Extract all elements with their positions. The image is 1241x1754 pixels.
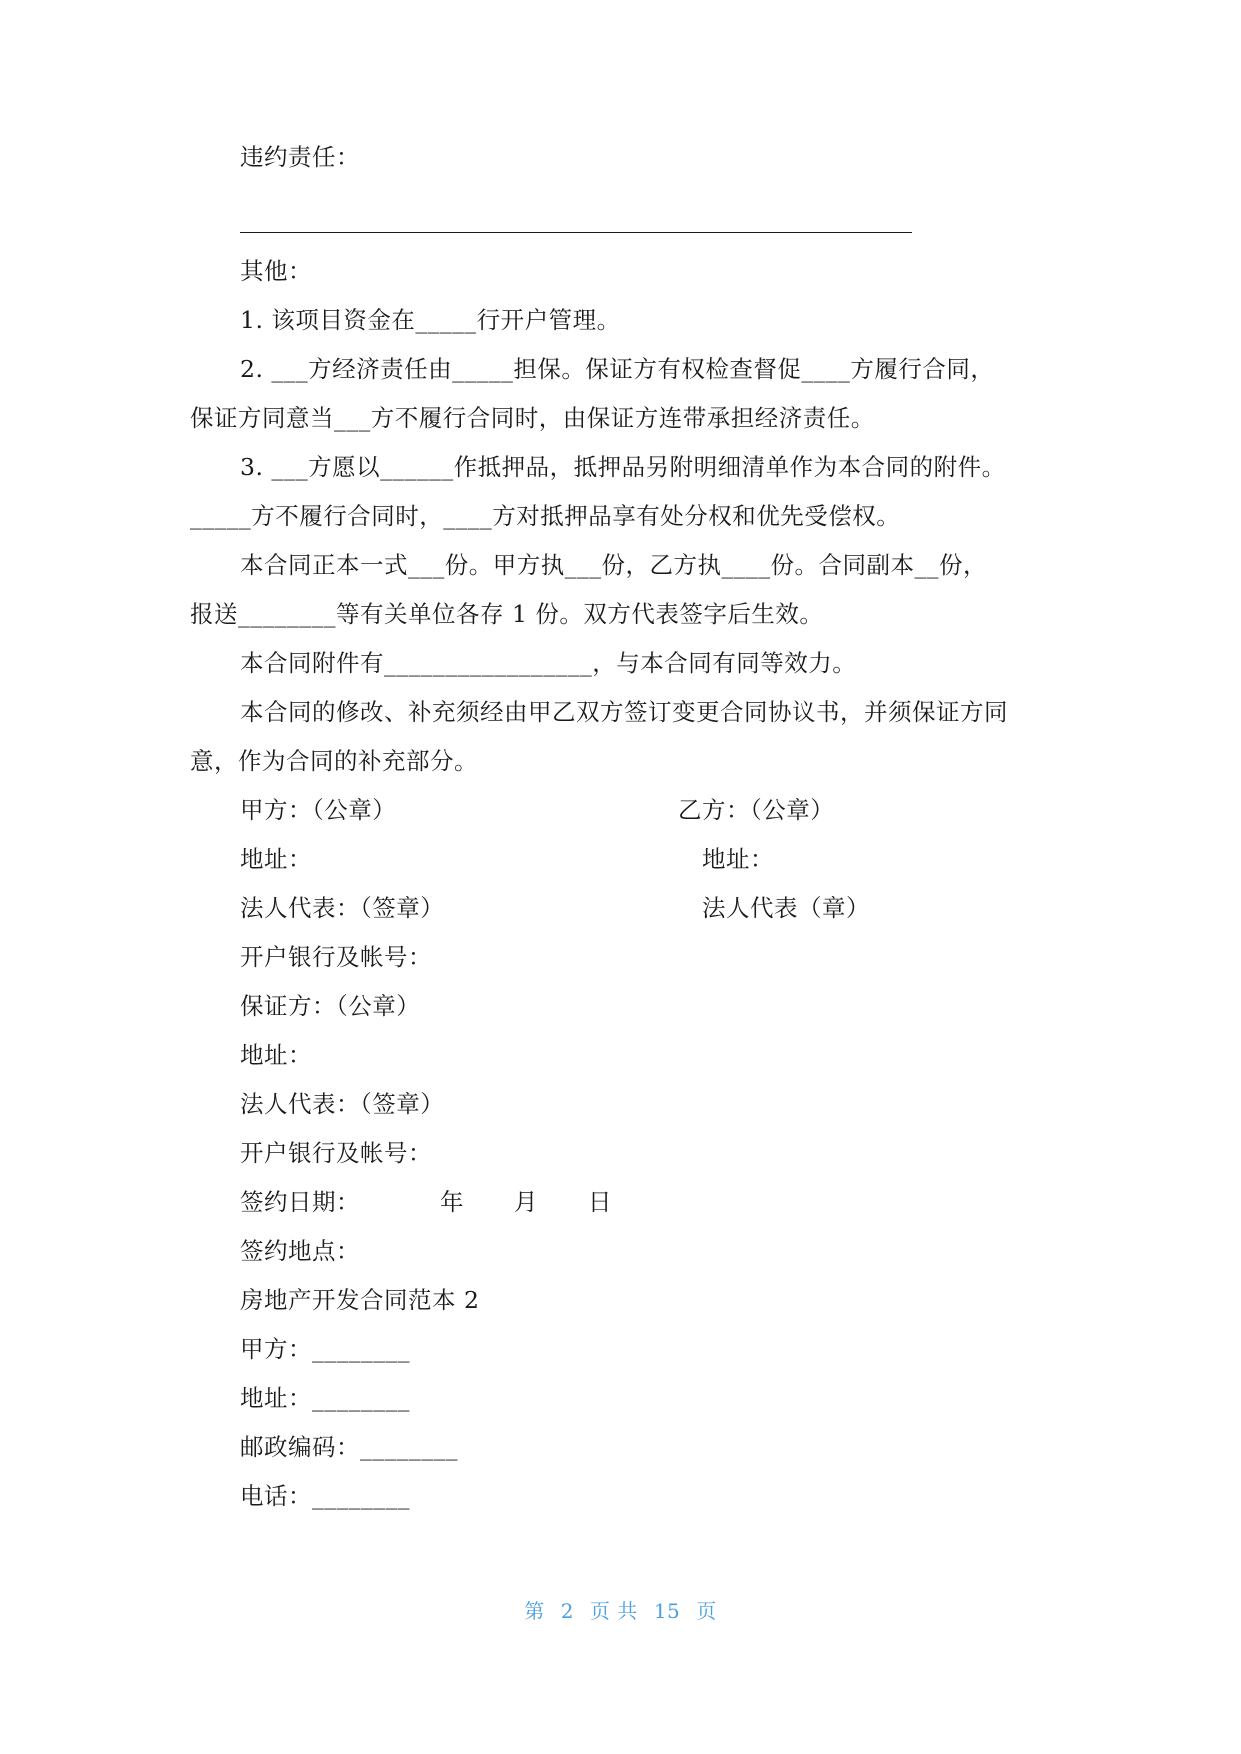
page-footer (0, 1598, 1241, 1624)
signing-date-year: 年 (440, 1188, 464, 1216)
clause-3-line-1: 3. ___方愿以______作抵押品，抵押品另附明细清单作为本合同的附件。 (240, 453, 1006, 481)
sample-2-party-a: 甲方：________ (240, 1335, 410, 1363)
modification-line-1: 本合同的修改、补充须经由甲乙双方签订变更合同协议书，并须保证方同 (240, 698, 1008, 726)
clause-3-line-2: _____方不履行合同时，____方对抵押品享有处分权和优先受偿权。 (190, 502, 901, 530)
party-b-address: 地址： (702, 845, 774, 873)
signing-date-month: 月 (514, 1188, 538, 1216)
signing-date-label: 签约日期： (240, 1188, 360, 1216)
party-a-bank-account: 开户银行及帐号： (240, 943, 432, 971)
party-a-address: 地址： (240, 845, 312, 873)
clause-2-line-2: 保证方同意当___方不履行合同时，由保证方连带承担经济责任。 (190, 404, 875, 432)
sample-2-title: 房地产开发合同范本 2 (240, 1286, 480, 1314)
signing-place: 签约地点： (240, 1237, 360, 1265)
breach-liability-label: 违约责任： (240, 143, 360, 171)
footer-total-pages: 15 (653, 1599, 681, 1623)
sample-2-postcode: 邮政编码：________ (240, 1433, 458, 1461)
footer-ye: 页 (696, 1599, 717, 1623)
sample-2-address: 地址：________ (240, 1384, 410, 1412)
footer-di: 第 (524, 1599, 545, 1623)
footer-ye-gong: 页 共 (589, 1599, 638, 1623)
other-label: 其他： (240, 257, 312, 285)
modification-line-2: 意，作为合同的补充部分。 (190, 747, 478, 775)
party-a-seal: 甲方：（公章） (240, 796, 397, 824)
attachments-line: 本合同附件有_________________，与本合同有同等效力。 (240, 649, 857, 677)
party-b-legal-rep: 法人代表（章） (702, 894, 870, 922)
signing-date-day: 日 (588, 1188, 612, 1216)
footer-current-page: 2 (560, 1599, 574, 1623)
clause-2-line-1: 2. ___方经济责任由_____担保。保证方有权检查督促____方履行合同， (240, 355, 995, 383)
party-b-seal: 乙方：（公章） (678, 796, 835, 824)
copies-line-1: 本合同正本一式___份。甲方执___份，乙方执____份。合同副本__份， (240, 551, 987, 579)
sample-2-phone: 电话：________ (240, 1482, 410, 1510)
guarantor-address: 地址： (240, 1041, 312, 1069)
copies-line-2: 报送________等有关单位各存 1 份。双方代表签字后生效。 (190, 600, 824, 628)
party-a-legal-rep: 法人代表：（签章） (240, 894, 445, 922)
guarantor-legal-rep: 法人代表：（签章） (240, 1090, 445, 1118)
clause-1: 1. 该项目资金在_____行开户管理。 (240, 306, 621, 334)
blank-fill-line (240, 232, 912, 233)
guarantor-seal: 保证方：（公章） (240, 992, 421, 1020)
guarantor-bank-account: 开户银行及帐号： (240, 1139, 432, 1167)
